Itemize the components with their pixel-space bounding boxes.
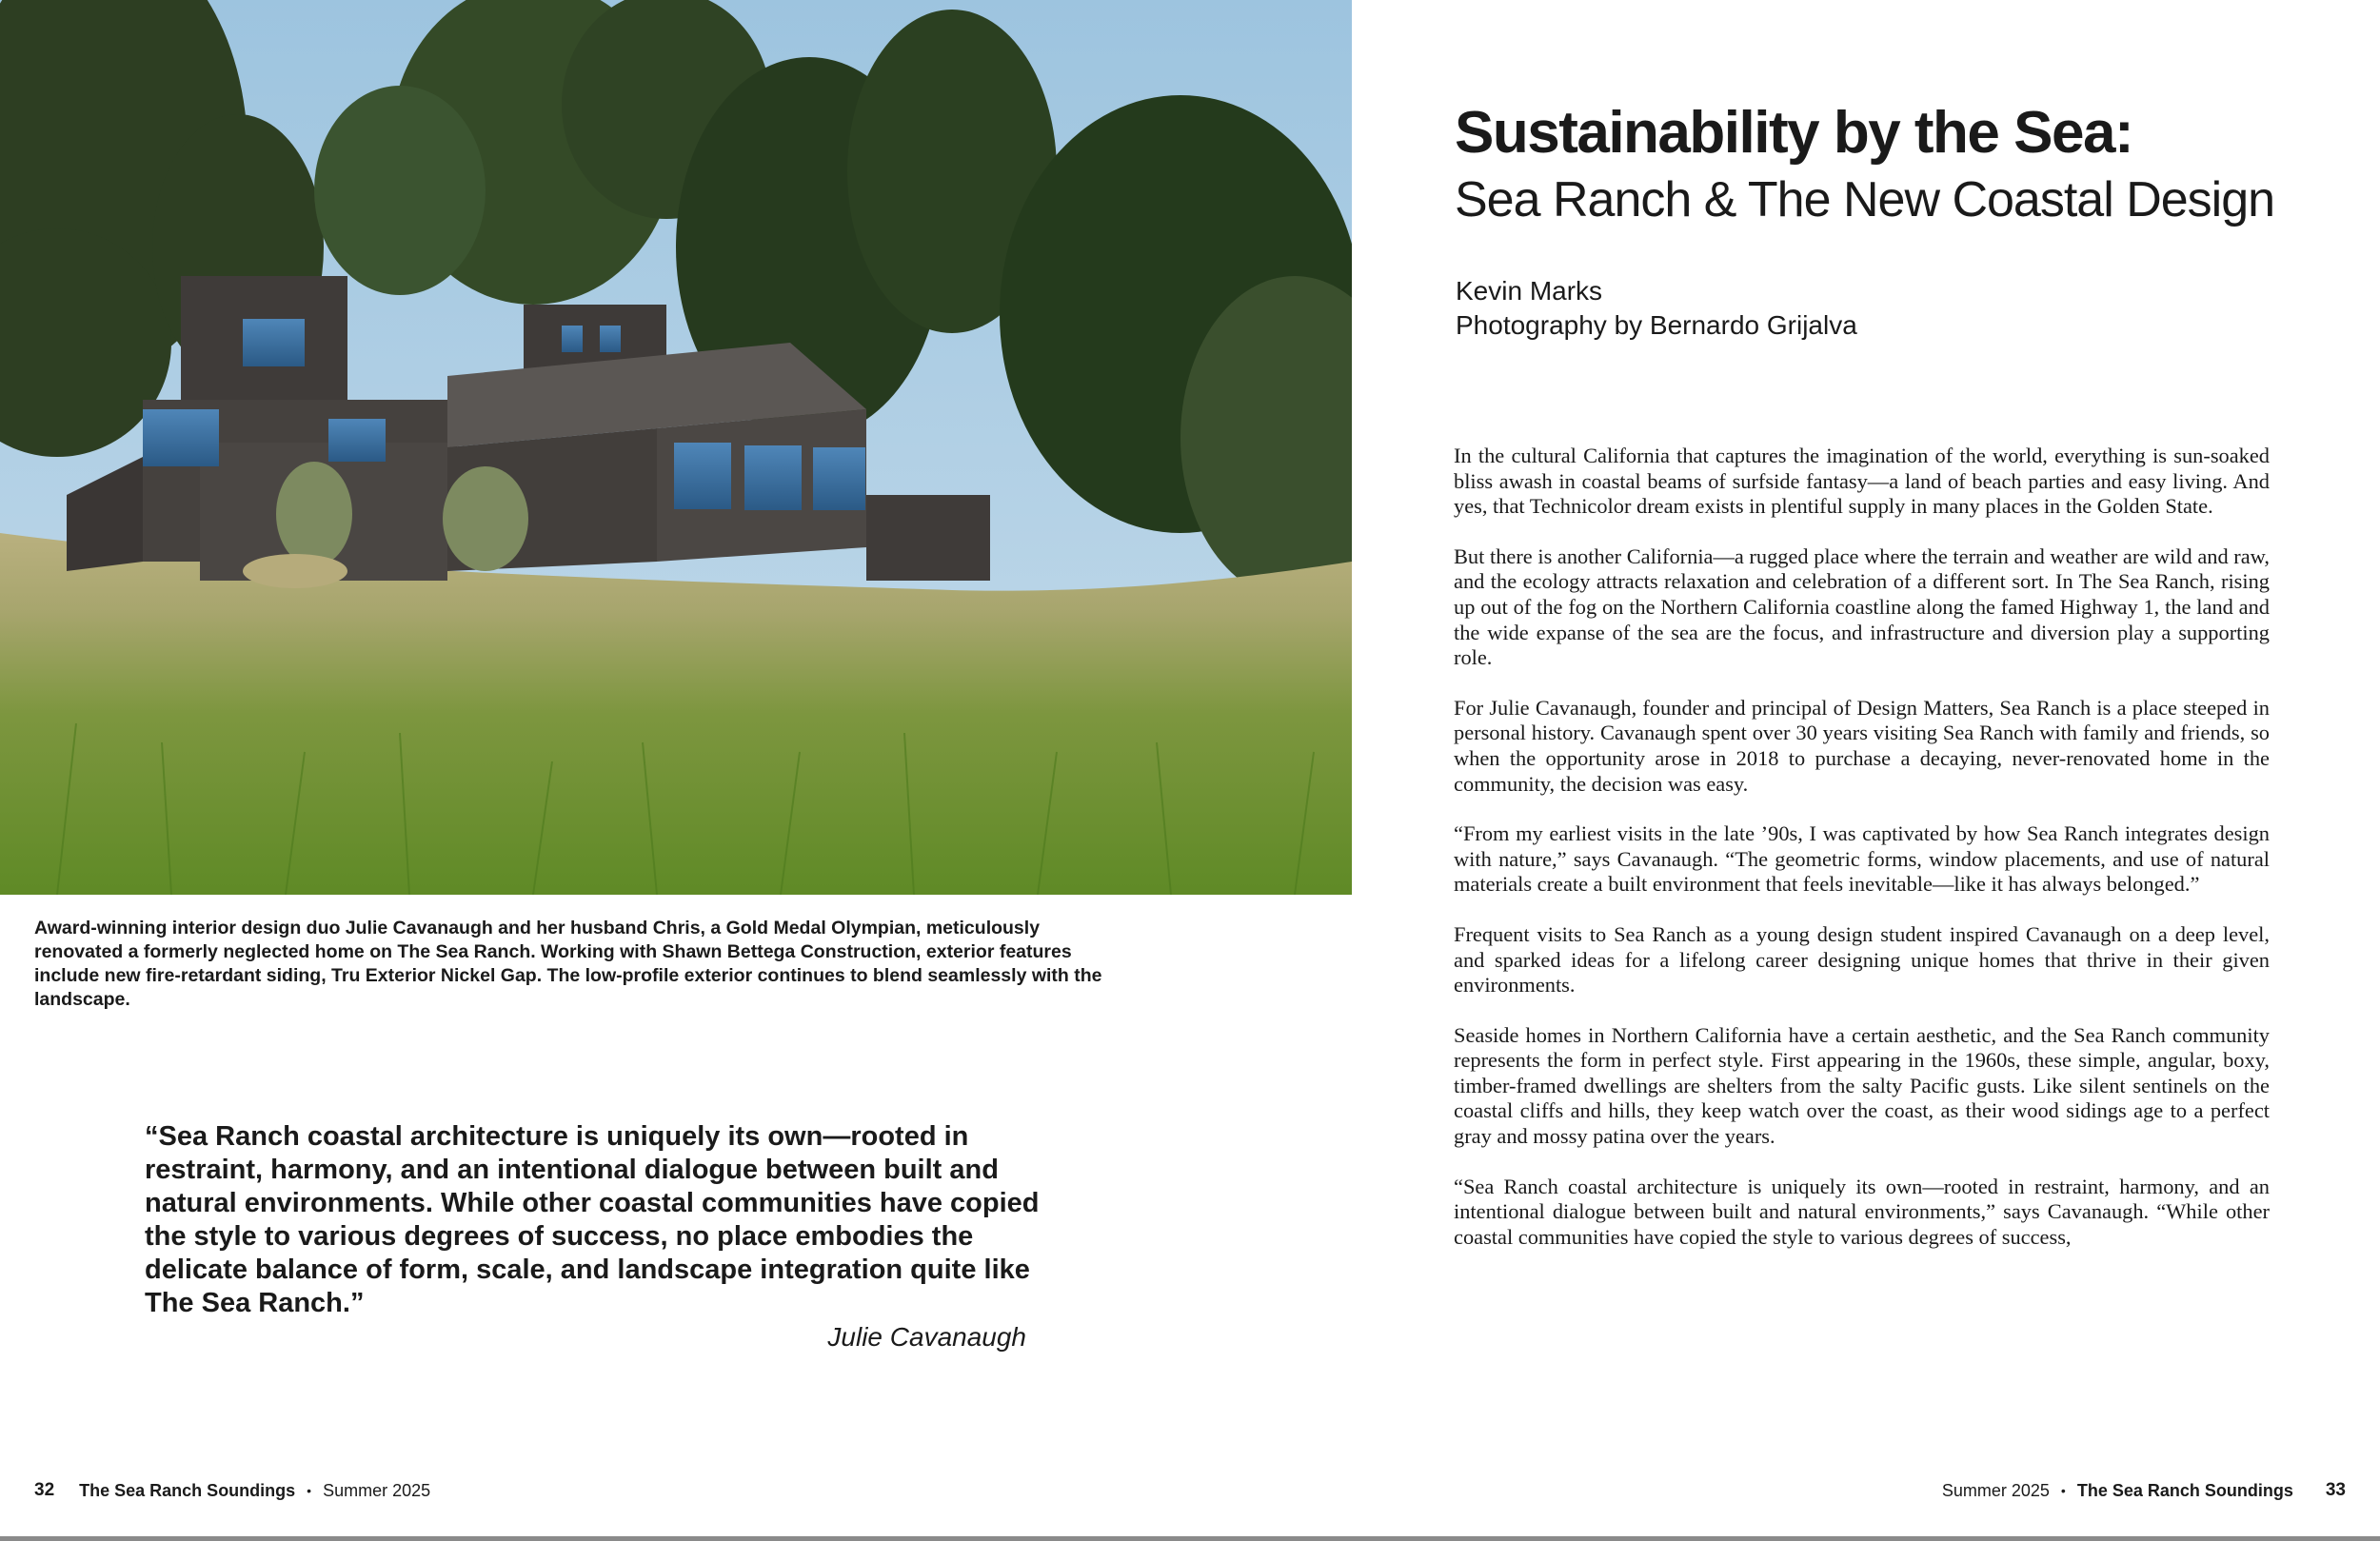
author-name: Kevin Marks [1456,276,1603,306]
folio-separator: • [307,1483,312,1498]
article-headline: Sustainability by the Sea: [1455,100,2133,166]
folio-right [1942,1480,2346,1501]
folio-left [34,1480,430,1501]
article-subhead: Sea Ranch & The New Coastal Design [1455,172,2275,227]
body-paragraph: “From my earliest visits in the late ’90s, I was captivated by how Sea Ranch integrates design with nature,” says Cavanaugh. “The geometric forms, window placements, and use of natural materials create a built environment that feels inevitable—like it has always belonged.” [1454,821,2270,897]
pull-quote-attribution: Julie Cavanaugh [827,1322,1026,1352]
byline [1456,274,1857,343]
photo-credit: Photography by Bernardo Grijalva [1456,310,1857,340]
article-body [1454,444,2270,1274]
house-photo [0,0,1352,895]
photo-caption: Award-winning interior design duo Julie Cavanaugh and her husband Chris, a Gold Medal Olympian, meticulously renovated a formerly neglected home on The Sea Ranch. Working with Shawn Bettega Construction, exterior features include new fire-retardant siding, Tru Exterior Nickel Gap. The low-profile exterior continues to blend seamlessly with the landscape. [34,918,1102,1010]
folio-separator: • [2060,1483,2066,1498]
page-number: 33 [2325,1480,2346,1500]
page-bottom-edge [0,1536,2380,1541]
issue-date: Summer 2025 [1941,1480,2050,1500]
pull-quote [145,1120,1040,1353]
body-paragraph: Seaside homes in Northern California have a certain aesthetic, and the Sea Ranch community represents the form in perfect style. First appearing in the 1960s, these simple, angular, boxy, timber-framed dwellings are shelters from the salty Pacific gusts. Like silent sentinels on the coastal cliffs and hills, they keep watch over the coast, as their wood sidings age to a perfect gray and mossy patina over the years. [1454,1022,2270,1149]
page-number: 32 [34,1480,55,1500]
pull-quote-text: “Sea Ranch coastal architecture is uniquely its own—rooted in restraint, harmony, and an intentional dialogue between built and natural environments. While other coastal communities have copied the style to various degrees of success, no place embodies the delicate balance of form, scale, and landscape integration quite like The Sea Ranch.” [145,1121,1040,1318]
publication-name: The Sea Ranch Soundings [2076,1480,2293,1500]
house-photo-illustration [0,0,1352,895]
issue-date: Summer 2025 [323,1480,431,1500]
body-paragraph: In the cultural California that captures the imagination of the world, everything is sun-soaked bliss awash in coastal beams of surfside fantasy—a land of beach parties and easy living. And yes, that Technicolor dream exists in plentiful supply in many places in the Golden State. [1454,444,2270,519]
body-paragraph: “Sea Ranch coastal architecture is uniquely its own—rooted in restraint, harmony, and an intentional dialogue between built and natural environments,” says Cavanaugh. “While other coastal communities have copied the style to various degrees of success, [1454,1174,2270,1249]
publication-name: The Sea Ranch Soundings [79,1480,296,1500]
right-page [1352,0,2380,1541]
body-paragraph: Frequent visits to Sea Ranch as a young design student inspired Cavanaugh on a deep level, and sparked ideas for a lifelong career designing unique homes that thrive in their given environments. [1454,921,2270,998]
body-paragraph: But there is another California—a rugged place where the terrain and weather are wild and raw, and the ecology attracts relaxation and celebration of a different sort. In The Sea Ranch, rising up out of the fog on the Northern California coastline along the famed Highway 1, the land and the wide expanse of the sea are the focus, and infrastructure and diversion play a supporting role. [1454,543,2270,670]
body-paragraph: For Julie Cavanaugh, founder and principal of Design Matters, Sea Ranch is a place steeped in personal history. Cavanaugh spent over 30 years visiting Sea Ranch with family and friends, so when the opportunity arose in 2018 to purchase a decaying, never-renovated home in the community, the decision was easy. [1454,695,2270,796]
